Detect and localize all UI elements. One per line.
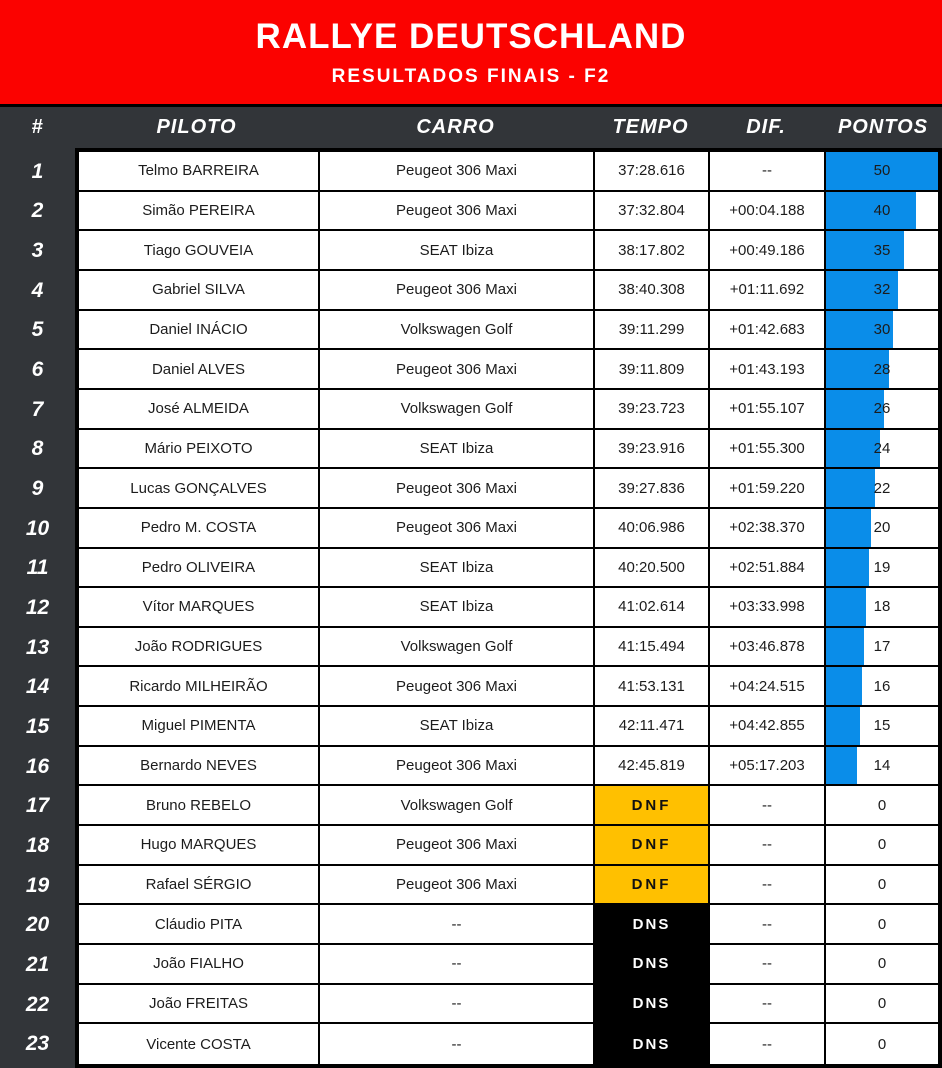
event-title: RALLYE DEUTSCHLAND [255, 16, 687, 56]
column-header-points: PONTOS [837, 116, 929, 138]
time-cell: DNF [595, 826, 710, 866]
points-value: 0 [877, 836, 887, 854]
position-number: 10 [25, 516, 50, 540]
position-number: 1 [31, 159, 44, 183]
diff-cell: -- [710, 1024, 826, 1064]
diff-cell: +02:38.370 [710, 509, 826, 549]
points-value: 14 [873, 757, 891, 775]
points-bar [826, 192, 916, 230]
position-number: 15 [25, 714, 50, 738]
driver-cell: Mário PEIXOTO [79, 430, 320, 470]
points-value: 28 [873, 360, 891, 378]
position-number: 21 [25, 952, 50, 976]
points-cell [826, 350, 938, 390]
position-number: 23 [25, 1032, 50, 1056]
driver-cell: Bruno REBELO [79, 786, 320, 826]
diff-cell: -- [710, 786, 826, 826]
position-number: 13 [25, 635, 50, 659]
diff-cell: +01:11.692 [710, 271, 826, 311]
car-cell: Volkswagen Golf [320, 786, 595, 826]
car-cell: Peugeot 306 Maxi [320, 350, 595, 390]
points-value: 0 [877, 796, 887, 814]
time-cell: 40:20.500 [595, 549, 710, 589]
driver-cell: Daniel ALVES [79, 350, 320, 390]
time-cell: 41:53.131 [595, 667, 710, 707]
car-cell: Peugeot 306 Maxi [320, 667, 595, 707]
points-cell [826, 628, 938, 668]
position-number: 4 [31, 278, 44, 302]
car-cell: Peugeot 306 Maxi [320, 271, 595, 311]
car-cell: Peugeot 306 Maxi [320, 152, 595, 192]
points-bar [826, 588, 866, 626]
driver-cell: Telmo BARREIRA [79, 152, 320, 192]
points-cell [826, 866, 938, 906]
car-cell: -- [320, 1024, 595, 1064]
car-cell: -- [320, 945, 595, 985]
diff-cell: +05:17.203 [710, 747, 826, 787]
position-number: 12 [25, 595, 50, 619]
points-cell [826, 786, 938, 826]
position-number: 7 [31, 397, 44, 421]
time-cell: 42:45.819 [595, 747, 710, 787]
car-cell: -- [320, 985, 595, 1025]
points-cell [826, 905, 938, 945]
position-number: 20 [25, 913, 50, 937]
driver-cell: João FIALHO [79, 945, 320, 985]
points-cell [826, 945, 938, 985]
points-cell [826, 549, 938, 589]
points-cell [826, 1024, 938, 1064]
points-bar [826, 628, 864, 666]
car-cell: Peugeot 306 Maxi [320, 747, 595, 787]
time-cell: 41:15.494 [595, 628, 710, 668]
points-bar [826, 469, 875, 507]
points-value: 0 [877, 915, 887, 933]
position-number: 3 [31, 239, 44, 263]
points-cell [826, 509, 938, 549]
diff-cell: -- [710, 905, 826, 945]
points-value: 0 [877, 955, 887, 973]
car-cell: SEAT Ibiza [320, 588, 595, 628]
points-bar [826, 667, 862, 705]
time-cell: 40:06.986 [595, 509, 710, 549]
points-value: 0 [877, 876, 887, 894]
diff-cell: +01:55.107 [710, 390, 826, 430]
position-number: 6 [31, 358, 44, 382]
points-value: 0 [877, 995, 887, 1013]
driver-cell: Gabriel SILVA [79, 271, 320, 311]
car-cell: SEAT Ibiza [320, 549, 595, 589]
column-header-time: TEMPO [612, 116, 689, 138]
table-header-row [0, 107, 942, 148]
car-cell: Volkswagen Golf [320, 390, 595, 430]
position-number: 19 [25, 873, 50, 897]
driver-cell: Ricardo MILHEIRÃO [79, 667, 320, 707]
time-cell: 37:32.804 [595, 192, 710, 232]
points-cell [826, 469, 938, 509]
points-bar [826, 231, 904, 269]
column-header-position: # [31, 116, 44, 138]
car-cell: Peugeot 306 Maxi [320, 866, 595, 906]
time-cell: 39:23.916 [595, 430, 710, 470]
car-cell: Volkswagen Golf [320, 628, 595, 668]
diff-cell: +02:51.884 [710, 549, 826, 589]
points-value: 15 [873, 717, 891, 735]
points-cell [826, 430, 938, 470]
points-value: 26 [873, 400, 891, 418]
time-cell: 41:02.614 [595, 588, 710, 628]
points-cell [826, 152, 938, 192]
time-cell: 39:11.809 [595, 350, 710, 390]
driver-cell: João RODRIGUES [79, 628, 320, 668]
driver-cell: Tiago GOUVEIA [79, 231, 320, 271]
time-cell: 39:23.723 [595, 390, 710, 430]
points-bar [826, 747, 857, 785]
driver-cell: Hugo MARQUES [79, 826, 320, 866]
points-bar [826, 707, 860, 745]
points-cell [826, 707, 938, 747]
position-number: 14 [25, 675, 50, 699]
points-value: 20 [873, 519, 891, 537]
points-value: 35 [873, 241, 891, 259]
driver-cell: Miguel PIMENTA [79, 707, 320, 747]
time-cell: DNF [595, 786, 710, 826]
diff-cell: -- [710, 985, 826, 1025]
driver-cell: João FREITAS [79, 985, 320, 1025]
driver-cell: Pedro OLIVEIRA [79, 549, 320, 589]
diff-cell: -- [710, 866, 826, 906]
points-cell [826, 747, 938, 787]
driver-cell: José ALMEIDA [79, 390, 320, 430]
position-number: 18 [25, 833, 50, 857]
points-cell [826, 667, 938, 707]
diff-cell: -- [710, 945, 826, 985]
diff-cell: -- [710, 152, 826, 192]
time-cell: 39:27.836 [595, 469, 710, 509]
points-value: 32 [873, 281, 891, 299]
driver-cell: Lucas GONÇALVES [79, 469, 320, 509]
column-header-driver: PILOTO [156, 116, 237, 138]
diff-cell: +03:46.878 [710, 628, 826, 668]
diff-cell: +04:42.855 [710, 707, 826, 747]
points-bar [826, 549, 869, 587]
diff-cell: +04:24.515 [710, 667, 826, 707]
time-cell: DNS [595, 1024, 710, 1064]
car-cell: SEAT Ibiza [320, 231, 595, 271]
position-number: 8 [31, 437, 44, 461]
points-value: 30 [873, 320, 891, 338]
car-cell: Peugeot 306 Maxi [320, 826, 595, 866]
points-value: 16 [873, 677, 891, 695]
diff-cell: -- [710, 826, 826, 866]
points-cell [826, 271, 938, 311]
car-cell: Peugeot 306 Maxi [320, 192, 595, 232]
points-value: 18 [873, 598, 891, 616]
time-cell: 38:40.308 [595, 271, 710, 311]
points-cell [826, 588, 938, 628]
points-bar [826, 509, 871, 547]
column-header-diff: DIF. [746, 116, 786, 138]
position-number: 5 [31, 318, 44, 342]
diff-cell: +01:55.300 [710, 430, 826, 470]
car-cell: Peugeot 306 Maxi [320, 509, 595, 549]
car-cell: -- [320, 905, 595, 945]
diff-cell: +00:49.186 [710, 231, 826, 271]
event-banner [0, 0, 942, 107]
driver-cell: Simão PEREIRA [79, 192, 320, 232]
points-value: 22 [873, 479, 891, 497]
points-value: 50 [873, 162, 891, 180]
time-cell: DNF [595, 866, 710, 906]
driver-cell: Rafael SÉRGIO [79, 866, 320, 906]
diff-cell: +01:59.220 [710, 469, 826, 509]
column-header-car: CARRO [416, 116, 495, 138]
position-number: 2 [31, 199, 44, 223]
time-cell: DNS [595, 905, 710, 945]
points-value: 24 [873, 439, 891, 457]
diff-cell: +01:42.683 [710, 311, 826, 351]
points-bar [826, 430, 880, 468]
points-cell [826, 231, 938, 271]
time-cell: 39:11.299 [595, 311, 710, 351]
car-cell: SEAT Ibiza [320, 707, 595, 747]
time-cell: DNS [595, 985, 710, 1025]
points-cell [826, 985, 938, 1025]
driver-cell: Vítor MARQUES [79, 588, 320, 628]
points-cell [826, 311, 938, 351]
diff-cell: +00:04.188 [710, 192, 826, 232]
event-subtitle: RESULTADOS FINAIS - F2 [331, 65, 611, 87]
diff-cell: +03:33.998 [710, 588, 826, 628]
points-value: 0 [877, 1035, 887, 1053]
time-cell: 37:28.616 [595, 152, 710, 192]
position-number: 9 [31, 477, 44, 501]
time-cell: 38:17.802 [595, 231, 710, 271]
points-cell [826, 390, 938, 430]
position-column [0, 148, 75, 1068]
points-value: 19 [873, 558, 891, 576]
car-cell: Volkswagen Golf [320, 311, 595, 351]
driver-cell: Vicente COSTA [79, 1024, 320, 1064]
results-body [0, 148, 942, 1068]
driver-cell: Cláudio PITA [79, 905, 320, 945]
time-cell: 42:11.471 [595, 707, 710, 747]
driver-cell: Pedro M. COSTA [79, 509, 320, 549]
driver-cell: Daniel INÁCIO [79, 311, 320, 351]
results-table [75, 148, 942, 1068]
time-cell: DNS [595, 945, 710, 985]
points-cell [826, 826, 938, 866]
points-value: 17 [873, 638, 891, 656]
points-value: 40 [873, 201, 891, 219]
position-number: 17 [25, 794, 50, 818]
position-number: 16 [25, 754, 50, 778]
driver-cell: Bernardo NEVES [79, 747, 320, 787]
position-number: 11 [26, 556, 49, 580]
diff-cell: +01:43.193 [710, 350, 826, 390]
position-number: 22 [25, 992, 50, 1016]
car-cell: Peugeot 306 Maxi [320, 469, 595, 509]
points-cell [826, 192, 938, 232]
car-cell: SEAT Ibiza [320, 430, 595, 470]
